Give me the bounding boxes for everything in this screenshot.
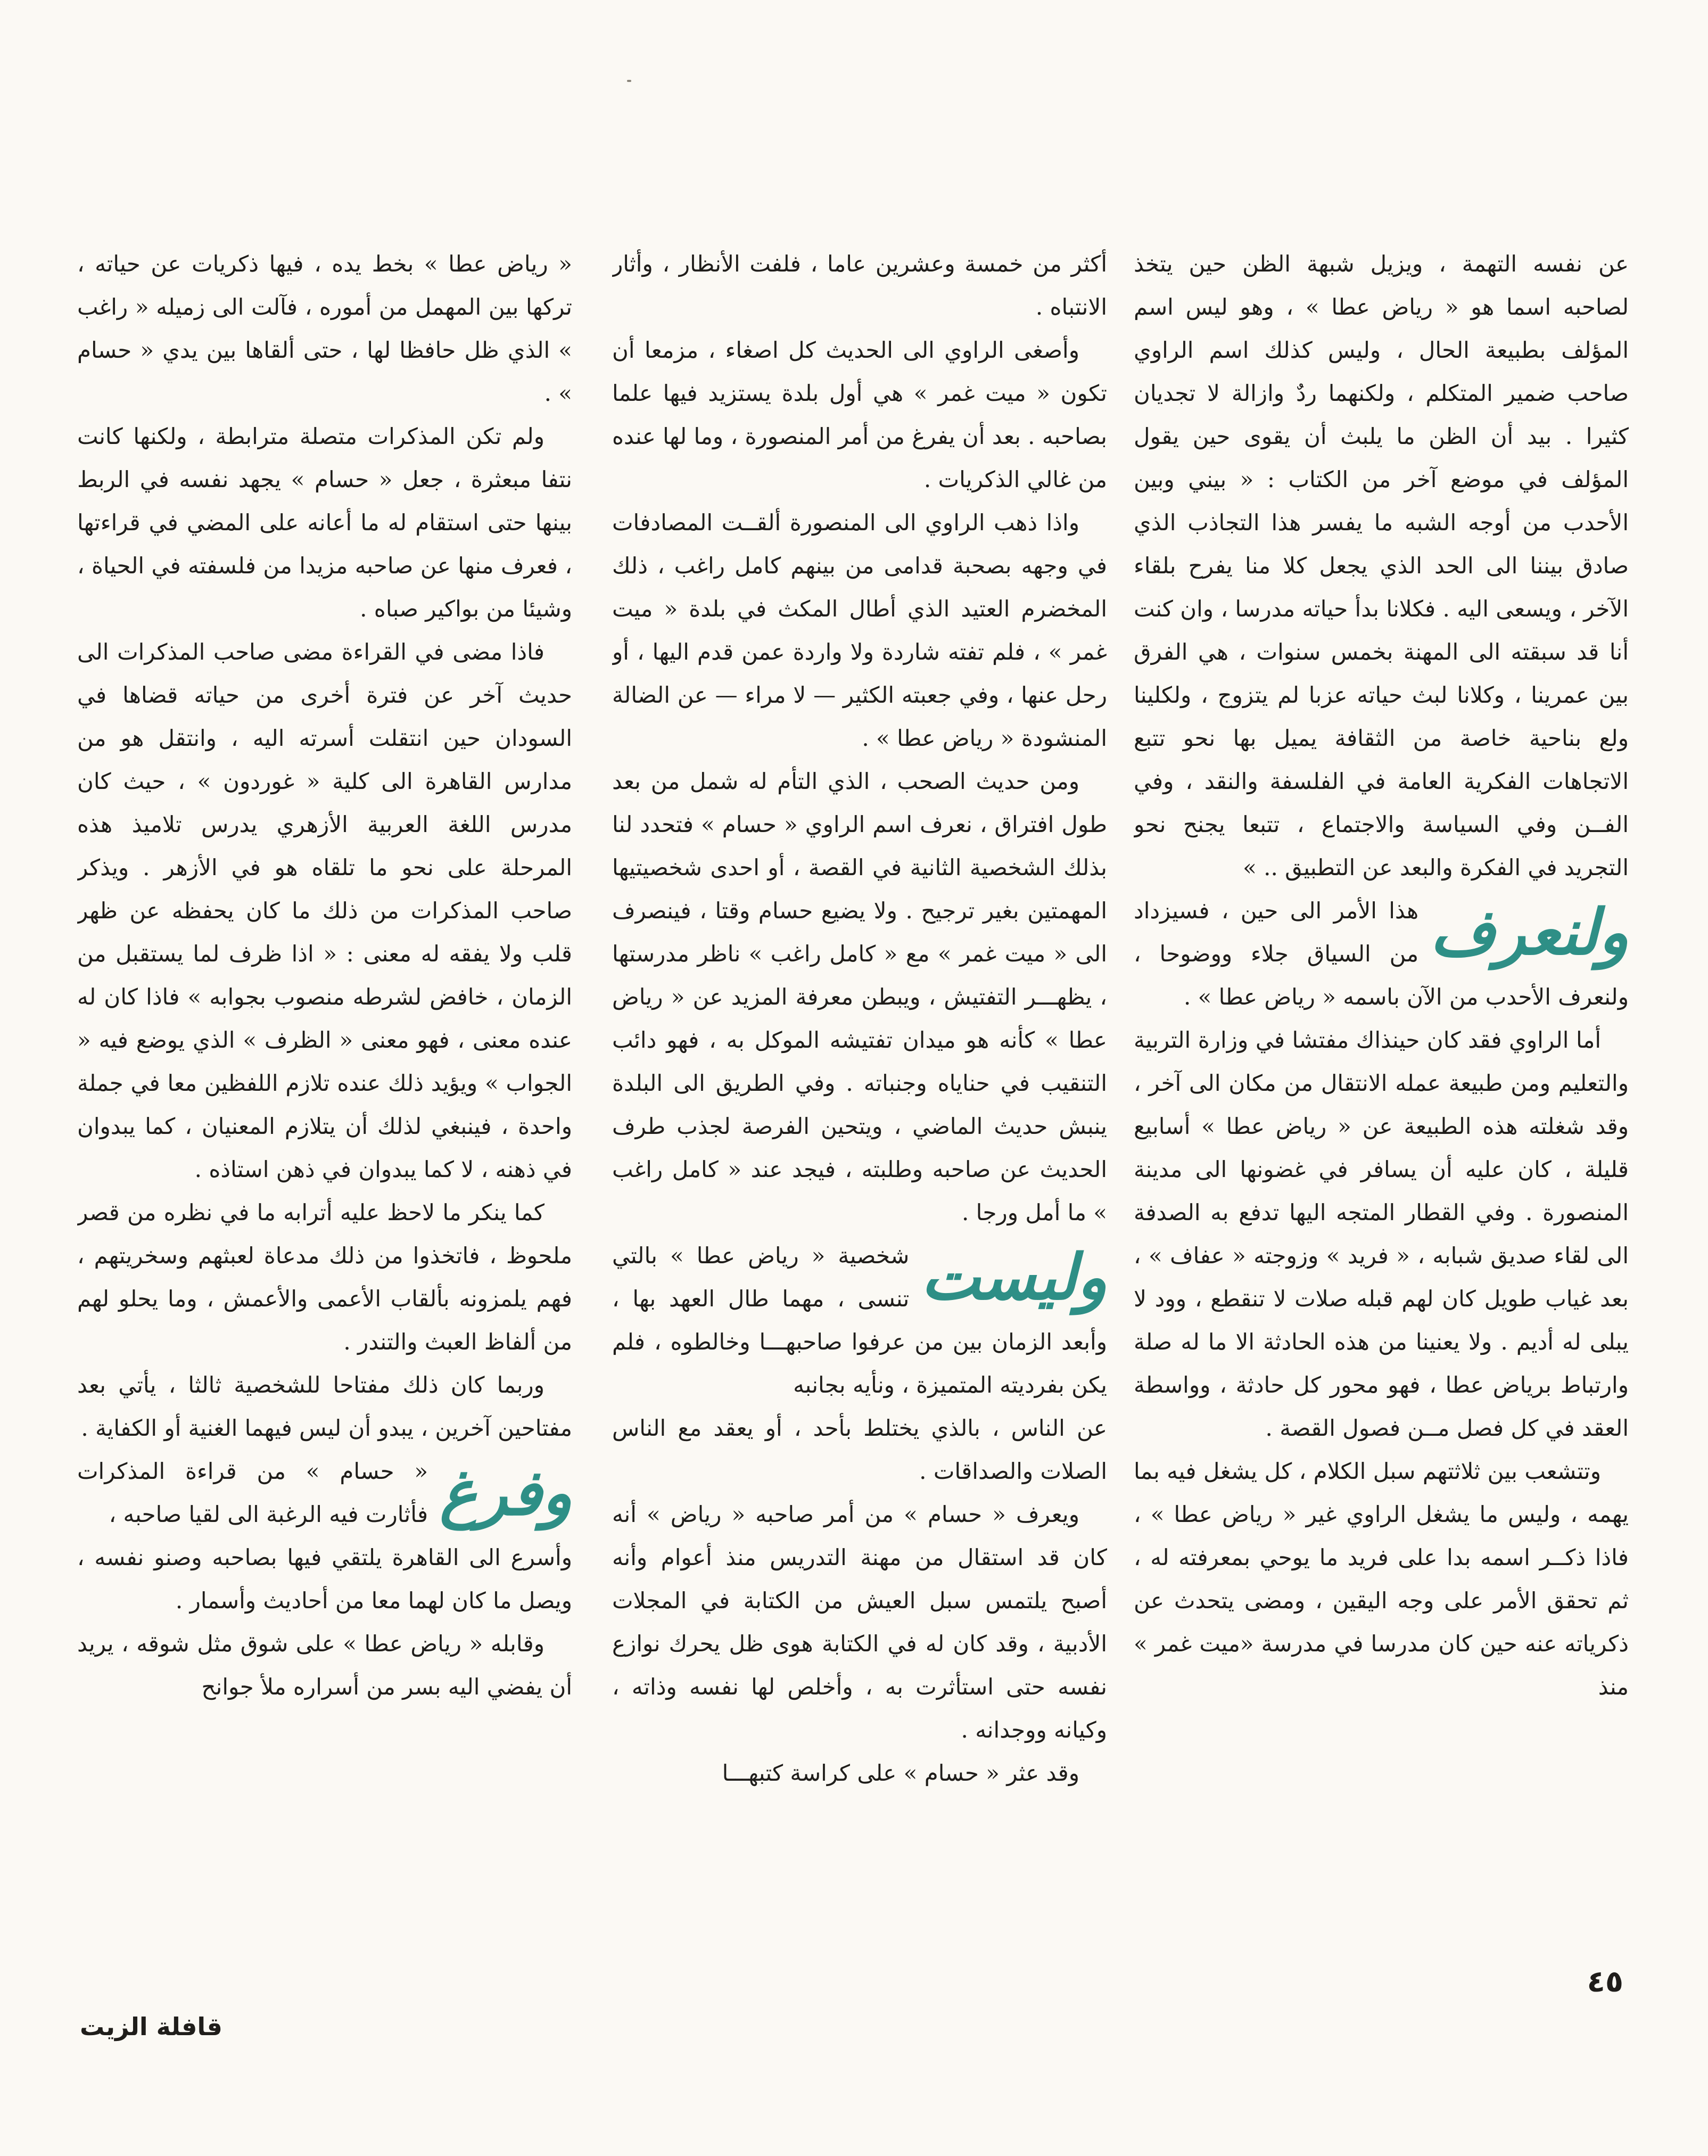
column-left [77, 242, 572, 1972]
dropword-paragraph [612, 1234, 1107, 1406]
paragraph: « رياض عطا » بخط يده ، فيها ذكريات عن حياته ، تركها بين المهمل من أموره ، فآلت الى زميله « راغب » الذي ظل حافظا لها ، حتى ألقاها بين يدي « حسام » . [77, 251, 572, 406]
dropword-wafaragh: وفرغ [440, 1455, 572, 1529]
dropword-text: « حسام » من قراءة المذكرات فأثارت فيه الرغبة الى لقيا صاحبه ، [77, 1458, 428, 1527]
paragraph: وأصغى الراوي الى الحديث كل اصغاء ، مزمعا أن تكون « ميت غمر » هي أول بلدة يستزيد فيها علما بصاحبه . بعد أن يفرغ من أمر المنصورة ، وما لها عنده من غالي الذكريات . [612, 337, 1107, 492]
dropword-walnaraf: ولنعرف [1430, 895, 1629, 969]
paragraph: ويعرف « حسام » من أمر صاحبه « رياض » أنه كان قد استقال من مهنة التدريس منذ أعوام وأنه أصبح يلتمس سبل العيش من الكتابة في المجلات الأدبية ، وقد كان له في الكتابة هوى ظل يحرك نوازع نفسه حتى استأثرت به ، وأخلص لها نفسه وذاته ، وكيانه ووجدانه . [612, 1501, 1107, 1743]
paragraph: كما ينكر ما لاحظ عليه أترابه ما في نظره من قصر ملحوظ ، فاتخذوا من ذلك مدعاة لعبثهم وسخريتهم ، فهم يلمزونه بألقاب الأعمى والأعمش ، وما يحلو لهم من ألفاظ العبث والتندر . [77, 1199, 572, 1355]
dropword-paragraph [1134, 889, 1629, 1018]
paragraph: أكثر من خمسة وعشرين عاما ، فلفت الأنظار ، وأثار الانتباه . [612, 251, 1107, 320]
column-middle [612, 242, 1107, 1972]
paragraph: أما الراوي فقد كان حينذاك مفتشا في وزارة التربية والتعليم ومن طبيعة عمله الانتقال من مكان الى آخر ، وقد شغلته هذه الطبيعة عن « رياض عطا » أسابيع قليلة ، كان عليه أن يسافر في غضونها الى مدينة المنصورة . وفي القطار المتجه اليها تدفع به الصدفة الى لقاء صديق شبابه ، « فريد » وزوجته « عفاف » ، بعد غياب طويل كان لهم قبله صلات لا تنقطع ، وود لا يبلى له أديم . ولا يعنينا من هذه الحادثة الا ما له صلة وارتباط برياض عطا ، فهو محور كل حادثة ، وواسطة العقد في كل فصل مــن فصول القصة . [1134, 1027, 1629, 1441]
magazine-title: قافلة الزيت [80, 2012, 222, 2041]
paragraph: وأسرع الى القاهرة يلتقي فيها بصاحبه وصنو نفسه ، ويصل ما كان لهما معا من أحاديث وأسمار . [77, 1544, 572, 1614]
dropword-walaysat: وليست [921, 1240, 1107, 1314]
paragraph: فاذا مضى في القراءة مضى صاحب المذكرات الى حديث آخر عن فترة أخرى من حياته قضاها في السودان حين انتقلت أسرته اليه ، وانتقل هو من مدارس القاهرة الى كلية « غوردون » ، حيث كان مدرس اللغة العربية الأزهري يدرس تلاميذ هذه المرحلة على نحو ما تلقاه هو في الأزهر . ويذكر صاحب المذكرات من ذلك ما كان يحفظه عن ظهر قلب ولا يفقه له معنى : « اذا ظرف لما يستقبل من الزمان ، خافض لشرطه منصوب بجوابه » فاذا كان له عنده معنى ، فهو معنى « الظرف » الذي يوضع فيه « الجواب » ويؤيد ذلك عنده تلازم اللفظين معا في جملة واحدة ، فينبغي لذلك أن يتلازم المعنيان ، كما يبدوان في ذهنه ، لا كما يبدوان في ذهن استاذه . [77, 639, 572, 1182]
dropword-paragraph [77, 1450, 572, 1536]
paragraph: واذا ذهب الراوي الى المنصورة ألقــت المصادفات في وجهه بصحبة قدامى من بينهم كامل راغب ، ذلك المخضرم العتيد الذي أطال المكث في بلدة « ميت غمر » ، فلم تفته شاردة ولا واردة عمن قدم اليها ، أو رحل عنها ، وفي جعبته الكثير — لا مراء — عن الضالة المنشودة « رياض عطا » . [612, 509, 1107, 751]
paragraph: ولم تكن المذكرات متصلة مترابطة ، ولكنها كانت نتفا مبعثرة ، جعل « حسام » يجهد نفسه في الربط بينها حتى استقام له ما أعانه على المضي في قراءتها ، فعرف منها عن صاحبه مزيدا من فلسفته في الحياة ، وشيئا من بواكير صباه . [77, 423, 572, 622]
dropword-text: شخصية « رياض عطا » بالتي تنسى ، مهما طال العهد بها ، وأبعد الزمان بين من عرفوا صاحبهـــا وخالطوه ، فلم يكن بفرديته المتميزة ، ونأيه بجانبه [612, 1242, 1107, 1398]
column-right [1134, 242, 1629, 1972]
print-speck [627, 80, 631, 82]
paragraph: وربما كان ذلك مفتاحا للشخصية ثالثا ، يأتي بعد مفتاحين آخرين ، يبدو أن ليس فيهما الغنية أو الكفاية . [77, 1372, 572, 1441]
paragraph: عن نفسه التهمة ، ويزيل شبهة الظن حين يتخذ لصاحبه اسما هو « رياض عطا » ، وهو ليس اسم المؤلف بطبيعة الحال ، وليس كذلك اسم الراوي صاحب ضمير المتكلم ، ولكنهما ردٌ وازالة لا تجديان كثيرا . بيد أن الظن ما يلبث أن يقوى حين يقول المؤلف في موضع آخر من الكتاب : « بيني وبين الأحدب من أوجه الشبه ما يفسر هذا التجاذب الذي صادق بيننا الى الحد الذي يجعل كلا منا يفرح بلقاء الآخر ، ويسعى اليه . فكلانا بدأ حياته مدرسا ، وان كنت أنا قد سبقته الى المهنة بخمس سنوات ، هي الفرق بين عمرينا ، وكلانا لبث حياته عزبا لم يتزوج ، ولكلينا ولع بناحية خاصة من الثقافة يميل بها نحو تتبع الاتجاهات الفكرية العامة في الفلسفة والنقد ، وفي الفــن وفي السياسة والاجتماع ، تتبعا يجنح نحو التجريد في الفكرة والبعد عن التطبيق .. » [1134, 251, 1629, 880]
page-number: ٤٥ [1587, 1964, 1623, 1999]
paragraph: ومن حديث الصحب ، الذي التأم له شمل من بعد طول افتراق ، نعرف اسم الراوي « حسام » فتحدد لنا بذلك الشخصية الثانية في القصة ، أو احدى شخصيتيها المهمتين بغير ترجيح . ولا يضيع حسام وقتا ، فينصرف الى « ميت غمر » مع « كامل راغب » ناظر مدرستها ، يظهـــر التفتيش ، ويبطن معرفة المزيد عن « رياض عطا » كأنه هو ميدان تفتيشه الموكل به ، فهو دائب التنقيب في حناياه وجنباته . وفي الطريق الى البلدة ينبش حديث الماضي ، ويتحين الفرصة لجذب طرف الحديث عن صاحبه وطلبته ، فيجد عند « كامل راغب » ما أمل ورجا . [612, 768, 1107, 1225]
paragraph: عن الناس ، بالذي يختلط بأحد ، أو يعقد مع الناس الصلات والصداقات . [612, 1415, 1107, 1484]
paragraph: وتتشعب بين ثلاثتهم سبل الكلام ، كل يشغل فيه بما يهمه ، وليس ما يشغل الراوي غير « رياض عطا » ، فاذا ذكــر اسمه بدا على فريد ما يوحي بمعرفته له ، ثم تحقق الأمر على وجه اليقين ، ومضى يتحدث عن ذكرياته عنه حين كان مدرسا في مدرسة «ميت غمر » منذ [1134, 1458, 1629, 1700]
paragraph: وقد عثر « حسام » على كراسة كتبهـــا [722, 1760, 1079, 1786]
paragraph: وقابله « رياض عطا » على شوق مثل شوقه ، يريد أن يفضي اليه بسر من أسراره ملأ جوانح [77, 1631, 572, 1700]
dropword-text: هذا الأمر الى حين ، فسيزداد من السياق جلاء ووضوحا ، ولنعرف الأحدب من الآن باسمه « رياض عطا » . [1134, 898, 1629, 1010]
